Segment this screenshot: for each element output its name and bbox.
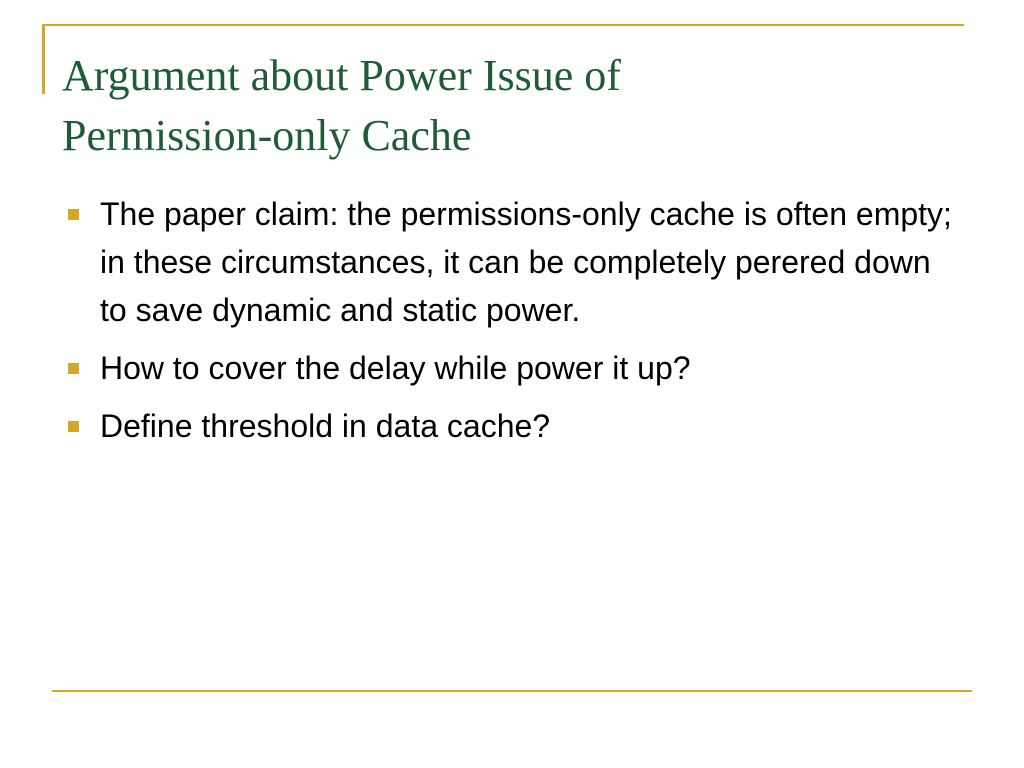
bullet-item [60, 344, 960, 392]
bullet-item [60, 402, 960, 450]
square-bullet-icon [68, 421, 79, 432]
bullet-text: Define threshold in data cache? [100, 408, 551, 444]
bullet-item [60, 190, 960, 334]
bullet-text: How to cover the delay while power it up? [100, 350, 691, 386]
bullet-list [60, 190, 960, 460]
bullet-text: The paper claim: the permissions-only cache is often empty; in these circumstances, it can be completely perered down to save dynamic and static power. [100, 196, 952, 328]
accent-rule-vertical [42, 24, 45, 94]
accent-rule-bottom [52, 690, 972, 692]
square-bullet-icon [68, 209, 79, 220]
accent-rule-top [42, 24, 964, 26]
slide-title-line-1: Argument about Power Issue of [62, 51, 621, 100]
slide-title [62, 46, 962, 166]
slide-title-line-2: Permission-only Cache [62, 111, 472, 160]
square-bullet-icon [68, 363, 79, 374]
